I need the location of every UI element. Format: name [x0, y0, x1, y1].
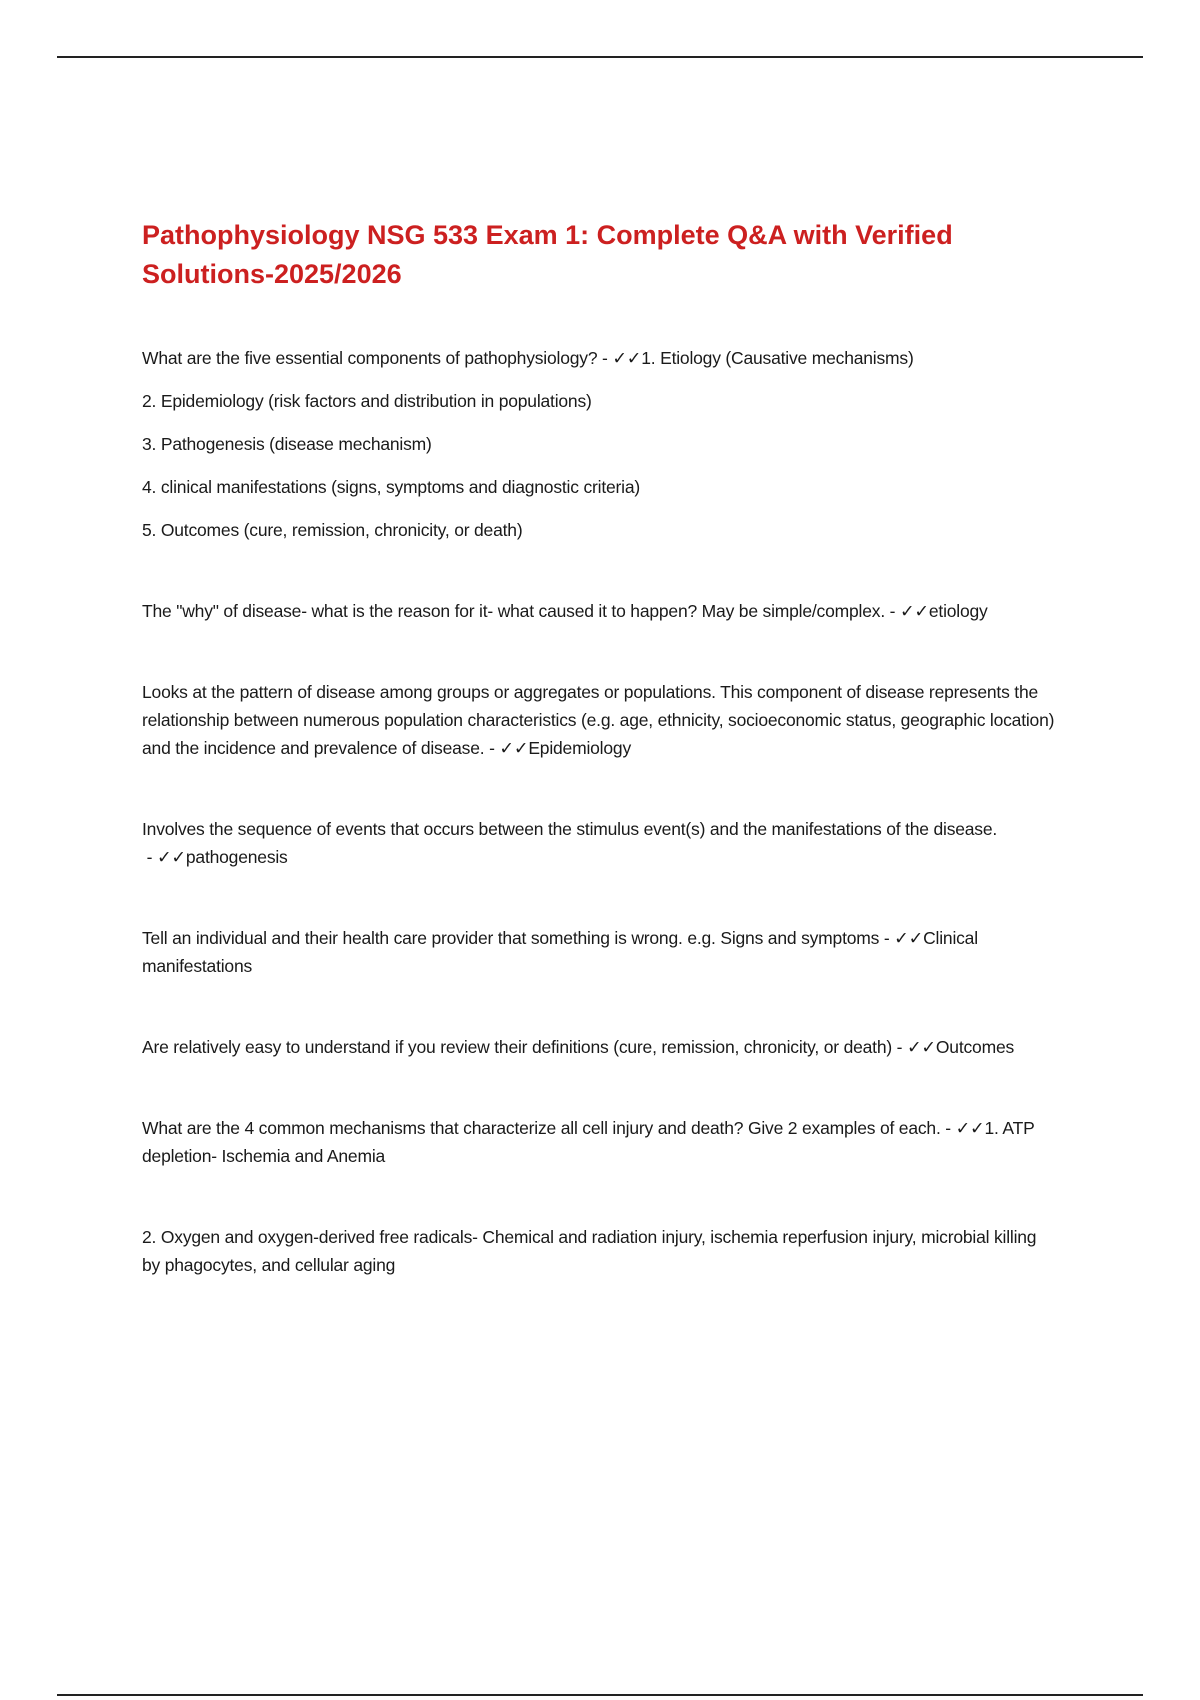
document-body	[142, 216, 1057, 1279]
list-item: 2. Oxygen and oxygen-derived free radicals- Chemical and radiation injury, ischemia reperfusion injury, microbial killing by phagocytes, and cellular aging	[142, 1227, 1037, 1275]
qa-item-epidemiology: Looks at the pattern of disease among groups or aggregates or populations. This component of disease represents the relationship between numerous population characteristics (e.g. age, ethnicity, socioeconomic status, geographic location) and the incidence and prevalence of disease. - ✓✓Epidemiology	[142, 682, 1055, 758]
check-mark-icon: ✓✓	[906, 1037, 936, 1057]
check-mark-icon: ✓✓	[894, 928, 924, 948]
qa-item-cell-injury: What are the 4 common mechanisms that characterize all cell injury and death? Give 2 examples of each. - ✓✓1. ATP depletion- Ischemia and Anemia	[142, 1118, 1035, 1166]
question-text: Involves the sequence of events that occurs between the stimulus event(s) and the manifestations of the disease.	[142, 819, 998, 839]
answer-text: 1. Etiology (Causative mechanisms)	[641, 348, 914, 368]
answer-text: 1. ATP depletion- Ischemia and Anemia	[142, 1118, 1035, 1166]
document-title: Pathophysiology NSG 533 Exam 1: Complete Q&A with Verified Solutions-2025/2026	[142, 220, 953, 289]
check-mark-icon: ✓✓	[499, 738, 529, 758]
qa-item-components: What are the five essential components of pathophysiology? - ✓✓1. Etiology (Causative mechanisms)	[142, 348, 914, 368]
bottom-rule	[57, 1694, 1143, 1696]
list-item: 4. clinical manifestations (signs, symptoms and diagnostic criteria)	[142, 477, 640, 497]
question-text: What are the five essential components of pathophysiology?	[142, 348, 598, 368]
check-mark-icon: ✓✓	[156, 847, 186, 867]
answer-text: pathogenesis	[185, 847, 288, 867]
qa-item-etiology: The "why" of disease- what is the reason for it- what caused it to happen? May be simple/complex. - ✓✓etiology	[142, 601, 988, 621]
answer-text: Epidemiology	[528, 738, 631, 758]
answer-text: Clinical manifestations	[142, 928, 978, 976]
qa-item-pathogenesis: Involves the sequence of events that occurs between the stimulus event(s) and the manifestations of the disease. - ✓✓pathogenesis	[142, 819, 998, 867]
question-text: Are relatively easy to understand if you review their definitions (cure, remission, chronicity, or death)	[142, 1037, 892, 1057]
list-item: 3. Pathogenesis (disease mechanism)	[142, 434, 432, 454]
answer-text: Outcomes	[935, 1037, 1015, 1057]
question-text: Looks at the pattern of disease among groups or aggregates or populations. This component of disease represents the relationship between numerous population characteristics (e.g. age, ethnicity, socioeconomic status, geographic location) and the incidence and prevalence of disease.	[142, 682, 1055, 758]
list-item: 2. Epidemiology (risk factors and distribution in populations)	[142, 391, 592, 411]
qa-item-outcomes: Are relatively easy to understand if you review their definitions (cure, remission, chronicity, or death) - ✓✓Outcomes	[142, 1037, 1015, 1057]
question-text: The "why" of disease- what is the reason for it- what caused it to happen? May be simple/complex.	[142, 601, 885, 621]
question-text: Tell an individual and their health care provider that something is wrong. e.g. Signs and symptoms	[142, 928, 880, 948]
check-mark-icon: ✓✓	[899, 601, 929, 621]
qa-item-clinical-manifestations: Tell an individual and their health care provider that something is wrong. e.g. Signs and symptoms - ✓✓Clinical manifestations	[142, 928, 978, 976]
question-text: What are the 4 common mechanisms that characterize all cell injury and death? Give 2 examples of each.	[142, 1118, 941, 1138]
top-rule	[57, 56, 1143, 58]
list-item: 5. Outcomes (cure, remission, chronicity, or death)	[142, 520, 523, 540]
check-mark-icon: ✓✓	[612, 348, 642, 368]
check-mark-icon: ✓✓	[955, 1118, 985, 1138]
answer-text: etiology	[928, 601, 988, 621]
